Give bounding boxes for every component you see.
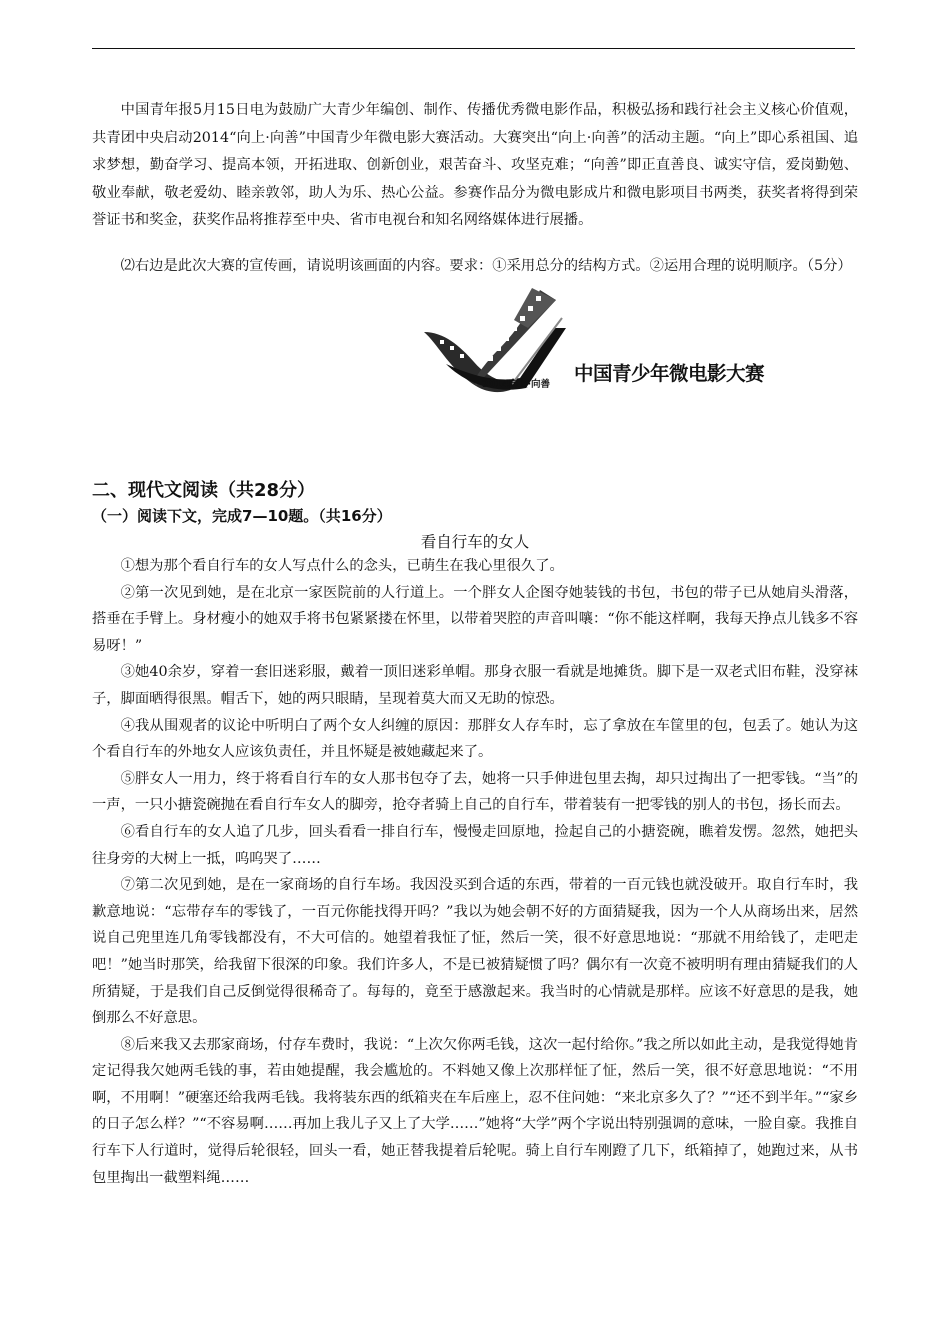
section-subtitle: （一）阅读下文，完成7—10题。（共16分） (92, 507, 392, 525)
article-paragraph: ④我从围观者的议论中听明白了两个女人纠缠的原因：那胖女人存车时，忘了拿放在车筐里的包，包丢了。她认为这个看自行车的外地女人应该负责任，并且怀疑是被她藏起来了。 (92, 717, 858, 761)
article-paragraph: ⑤胖女人一用力，终于将看自行车的女人那书包夺了去，她将一只手伸进包里去掏，却只过掏出了一把零钱。“当”的一声，一只小搪瓷碗抛在看自行车女人的脚旁，抢夺者骑上自己的自行车，带着装有一把零钱的别人的书包，扬长而去。 (92, 770, 858, 814)
article-paragraph: ①想为那个看自行车的女人写点什么的念头，已萌生在我心里很久了。 (120, 558, 564, 574)
article-paragraph: ⑧后来我又去那家商场，付存车费时，我说：“上次欠你两毛钱，这次一起付给你。”我之所以如此主动，是我觉得她肯定记得我欠她两毛钱的事，若由她提醒，我会尴尬的。不料她又像上次那样怔了怔，然后一笑，很不好意思地说：“不用啊，不用啊！”硬塞还给我两毛钱。我将装东西的纸箱夹在车后座上，忍不住问她：“来北京多久了？”“还不到半年。”“家乡的日子怎么样？”“不容易啊……再加上我儿子又上了大学……”她将“大学”两个字说出特别强调的意味，一脸自豪。我推自行车下人行道时，觉得后轮很轻，回头一看，她正替我提着后轮呢。骑上自行车刚蹬了几下，纸箱掉了，她跑过来，从书包里掏出一截塑料绳…… (92, 1036, 858, 1186)
section-title: 二、现代文阅读（共28分） (92, 480, 316, 501)
article-paragraph: ③她40余岁，穿着一套旧迷彩服，戴着一顶旧迷彩单帽。那身衣服一看就是地摊货。脚下是一双老式旧布鞋，没穿袜子，脚面晒得很黑。帽舌下，她的两只眼睛，呈现着莫大而又无助的惊恐。 (92, 664, 858, 707)
question-text: ⑵右边是此次大赛的宣传画，请说明该画面的内容。要求：①采用总分的结构方式。②运用合理的说明顺序。（5分） (120, 258, 852, 274)
poster-tag: 2014向上·向善 (482, 379, 551, 390)
article-paragraph: ⑦第二次见到她，是在一家商场的自行车场。我因没买到合适的东西，带着的一百元钱也就没破开。取自行车时，我歉意地说：“忘带存车的零钱了，一百元你能找得开吗？”我以为她会朝不好的方面猜疑我，因为一个人从商场出来，居然说自己兜里连几角零钱都没有，不大可信的。她望着我怔了怔，然后一笑，很不好意思地说：“那就不用给钱了，走吧走吧！”她当时那笑，给我留下很深的印象。我们许多人，不是已被猜疑惯了吗？偶尔有一次竟不被明明有理由猜疑我们的人所猜疑，于是我们自己反倒觉得很稀奇了。每每的，竟至于感激起来。我当时的心情就是那样。应该不好意思的是我，她倒那么不好意思。 (92, 877, 858, 1027)
article-title: 看自行车的女人 (420, 533, 530, 551)
contest-poster (416, 284, 765, 400)
intro-paragraph (92, 97, 858, 235)
article-paragraph: ②第一次见到她，是在北京一家医院前的人行道上。一个胖女人企图夺她装钱的书包，书包的带子已从她肩头滑落，搭垂在手臂上。身材瘦小的她双手将书包紧紧搂在怀里，以带着哭腔的声音叫嚷：“你不能这样啊，我每天挣点儿钱多不容易呀！” (92, 584, 858, 654)
intro-text: 中国青年报5月15日电为鼓励广大青少年编创、制作、传播优秀微电影作品，积极弘扬和践行社会主义核心价值观，共青团中央启动2014“向上·向善”中国青少年微电影大赛活动。大赛突出“向上·向善”的活动主题。“向上”即心系祖国、追求梦想，勤奋学习、提高本领，开拓进取、创新创业，艰苦奋斗、攻坚克难；“向善”即正直善良、诚实守信，爱岗勤勉、敬业奉献，敬老爱幼、睦亲敦邻，助人为乐、热心公益。参赛作品分为微电影成片和微电影项目书两类，获奖者将得到荣誉证书和奖金，获奖作品将推荐至中央、省市电视台和知名网络媒体进行展播。 (92, 102, 858, 229)
question-paragraph (92, 253, 858, 281)
article-paragraph: ⑥看自行车的女人追了几步，回头看看一排自行车，慢慢走回原地，捡起自己的小搪瓷碗，瞧着发愣。忽然，她把头往身旁的大树上一抵，呜呜哭了…… (92, 823, 858, 867)
poster-title: 中国青少年微电影大赛 (574, 362, 765, 385)
header-rule (92, 48, 855, 49)
article-body (92, 553, 858, 1191)
